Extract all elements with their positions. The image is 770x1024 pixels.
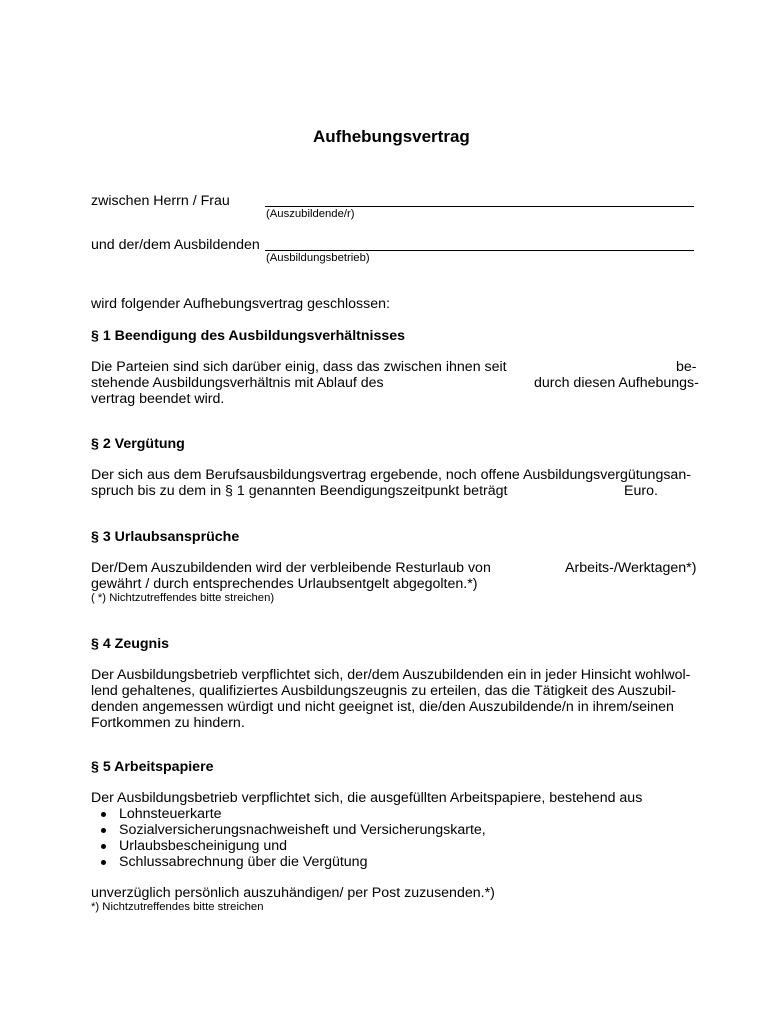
section-3-text: Arbeits-/Werktagen*): [565, 560, 697, 576]
document-title: Aufhebungsvertrag: [313, 127, 470, 146]
bullet-icon: [101, 812, 106, 817]
bullet-icon: [101, 844, 106, 849]
party1-signature-line[interactable]: [265, 206, 694, 207]
section-4-text: lend gehaltenes, qualifiziertes Ausbildungszeugnis zu erteilen, das die Tätigkeit des Auszubil-: [91, 683, 676, 699]
section-1-text: be-: [676, 359, 697, 375]
section-4-text: denden angemessen würdigt und nicht geeignet ist, die/den Auszubildende/n in ihrem/seinen: [91, 699, 674, 715]
list-item: Lohnsteuerkarte: [119, 806, 222, 822]
intro-text: wird folgender Aufhebungsvertrag geschlossen:: [91, 296, 390, 312]
section-3-text: gewährt / durch entsprechendes Urlaubsentgelt abgegolten.*): [91, 576, 478, 592]
section-2-text: Der sich aus dem Berufsausbildungsvertrag ergebende, noch offene Ausbildungsvergütungsan-: [91, 467, 691, 483]
section-5-text: Der Ausbildungsbetrieb verpflichtet sich, die ausgefüllten Arbeitspapiere, bestehend aus: [91, 790, 643, 806]
section-2-heading: § 2 Vergütung: [91, 436, 185, 452]
bullet-icon: [101, 828, 106, 833]
section-2-text: spruch bis zu dem in § 1 genannten Beendigungszeitpunkt beträgt: [91, 483, 508, 499]
party2-label: und der/dem Ausbildenden: [91, 237, 260, 253]
list-item: Sozialversicherungsnachweisheft und Versicherungskarte,: [119, 822, 486, 838]
section-1-text: stehende Ausbildungsverhältnis mit Ablauf des: [91, 375, 384, 391]
section-4-text: Fortkommen zu hindern.: [91, 715, 245, 731]
section-5-note: *) Nichtzutreffendes bitte streichen: [91, 901, 264, 913]
bullet-icon: [101, 860, 106, 865]
section-4-heading: § 4 Zeugnis: [91, 636, 170, 652]
party1-caption: (Auszubildende/r): [266, 208, 355, 220]
section-3-text: Der/Dem Auszubildenden wird der verbleibende Resturlaub von: [91, 560, 491, 576]
section-1-text: durch diesen Aufhebungs-: [534, 375, 699, 391]
party2-signature-line[interactable]: [265, 250, 694, 251]
section-5-heading: § 5 Arbeitspapiere: [91, 759, 214, 775]
party2-caption: (Ausbildungsbetrieb): [266, 252, 370, 264]
section-3-note: ( *) Nichtzutreffendes bitte streichen): [91, 592, 275, 604]
party1-label: zwischen Herrn / Frau: [91, 193, 230, 209]
section-3-heading: § 3 Urlaubsansprüche: [91, 529, 240, 545]
section-4-text: Der Ausbildungsbetrieb verpflichtet sich, der/dem Auszubildenden ein in jeder Hinsicht wohlwol-: [91, 667, 691, 683]
section-1-text: Die Parteien sind sich darüber einig, dass das zwischen ihnen seit: [91, 359, 507, 375]
list-item: Urlaubsbescheinigung und: [119, 838, 288, 854]
list-item: Schlussabrechnung über die Vergütung: [119, 854, 368, 870]
section-1-text: vertrag beendet wird.: [91, 391, 225, 407]
section-1-heading: § 1 Beendigung des Ausbildungsverhältnisses: [91, 328, 406, 344]
section-5-closing: unverzüglich persönlich auszuhändigen/ per Post zuzusenden.*): [91, 885, 495, 901]
section-2-text: Euro.: [624, 483, 658, 499]
